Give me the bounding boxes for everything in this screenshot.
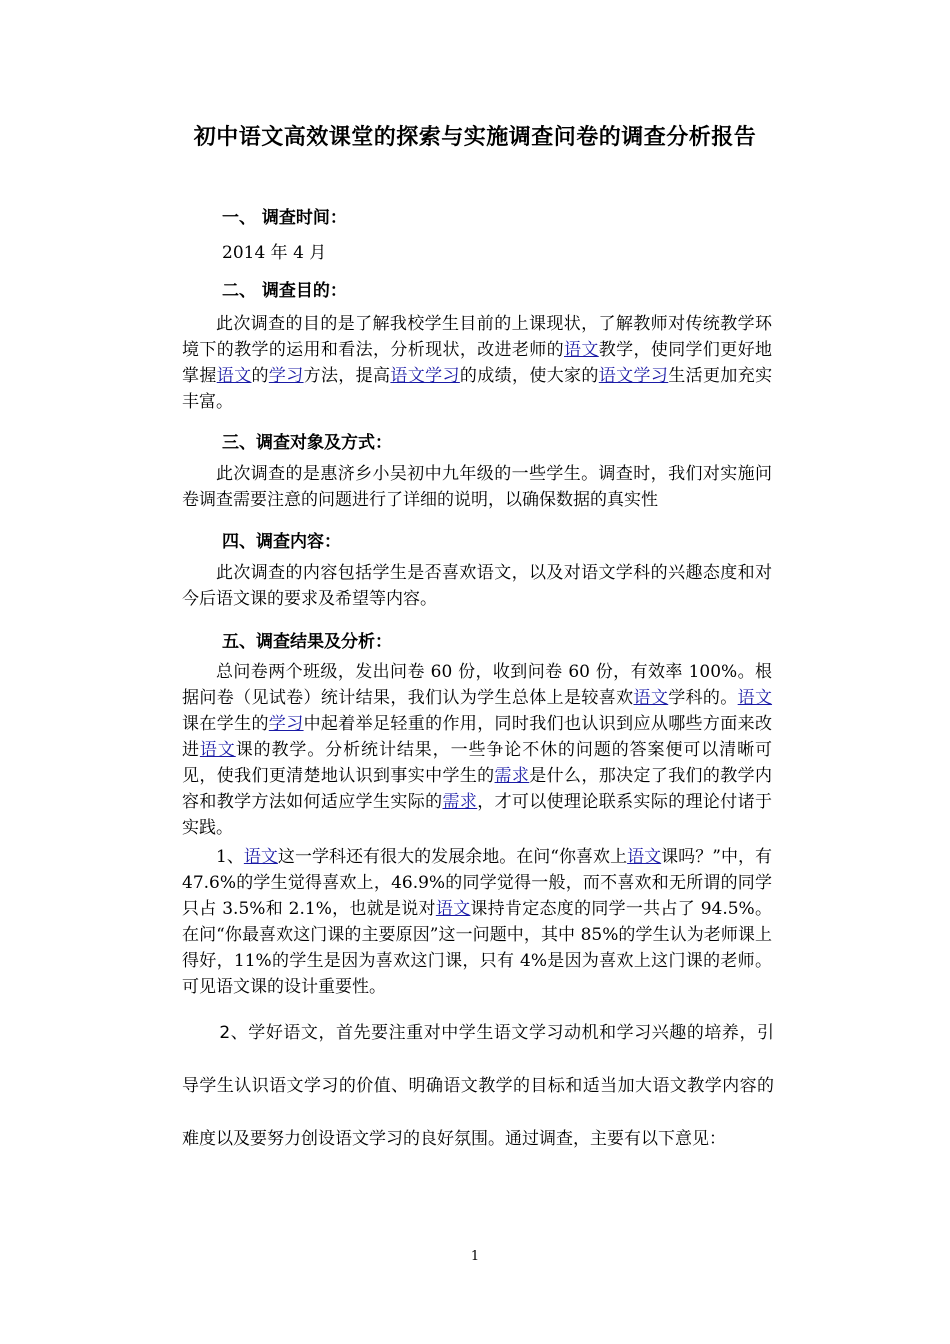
link-yuwen[interactable]: 语文 [243, 847, 278, 867]
section-heading-time: 一、 调查时间： [222, 208, 347, 228]
content-paragraph: 此次调查的内容包括学生是否喜欢语文，以及对语文学科的兴趣态度和对今后语文课的要求及希望等内容。 [182, 563, 772, 609]
finding-1-paragraph: 1、语文这一学科还有很大的发展余地。在问“你喜欢上语文课吗？”中，有 47.6%的学生觉得喜欢上，46.9%的同学觉得一般，而不喜欢和无所谓的同学只占 3.5%和 2.1%，也就是说对语文课持肯定态度的同学一共占了 94.5%。在问“你最喜欢这门课的主要原因”这一问题中，其中 85%的学生认为老师课上得好，11%的学生是因为喜欢这门课，只有 4%是因为喜欢上这门课的老师。可见语文课的设计重要性。 [182, 847, 772, 997]
section-heading-results: 五、调查结果及分析： [222, 632, 392, 652]
purpose-paragraph: 此次调查的目的是了解我校学生目前的上课现状，了解教师对传统教学环境下的教学的运用和看法，分析现状，改进老师的语文教学，使同学们更好地掌握语文的学习方法，提高语文学习的成绩，使大家的语文学习生活更加充实丰富。 [182, 314, 773, 412]
link-xuexi[interactable]: 学习 [268, 714, 304, 734]
link-xuexi[interactable]: 学习 [268, 366, 304, 386]
finding-2-paragraph: 2、学好语文，首先要注重对中学生语文学习动机和学习兴趣的培养，引导学生认识语文学习的价值、明确语文教学的目标和适当加大语文教学内容的难度以及要努力创设语文学习的良好氛围。通过调查，主要有以下意见： [182, 1023, 774, 1149]
subjects-paragraph: 此次调查的是惠济乡小吴初中九年级的一些学生。调查时，我们对实施问卷调查需要注意的问题进行了详细的说明，以确保数据的真实性 [182, 464, 772, 510]
link-yuwen[interactable]: 语文 [627, 847, 662, 867]
survey-date: 2014 年 4 月 [222, 243, 327, 263]
link-yuwen[interactable]: 语文 [216, 366, 252, 386]
link-yuwen-xuexi[interactable]: 语文学习 [390, 366, 460, 386]
section-heading-subjects: 三、调查对象及方式： [222, 433, 392, 453]
link-yuwen[interactable]: 语文 [737, 688, 773, 708]
results-paragraph: 总问卷两个班级，发出问卷 60 份，收到问卷 60 份，有效率 100%。根据问卷（见试卷）统计结果，我们认为学生总体上是较喜欢语文学科的。语文课在学生的学习中起着举足轻重的作用，同时我们也认识到应从哪些方面来改进语文课的教学。分析统计结果，一些争论不休的问题的答案便可以清晰可见，使我们更清楚地认识到事实中学生的需求是什么，那决定了我们的教学内容和教学方法如何适应学生实际的需求，才可以使理论联系实际的理论付诸于实践。 [182, 662, 773, 838]
section-heading-content: 四、调查内容： [222, 532, 341, 552]
link-yuwen[interactable]: 语文 [199, 740, 236, 760]
link-xuqiu[interactable]: 需求 [494, 766, 530, 786]
section-heading-purpose: 二、 调查目的： [222, 281, 347, 301]
link-yuwen[interactable]: 语文 [633, 688, 669, 708]
link-yuwen[interactable]: 语文 [564, 340, 599, 360]
link-yuwen-xuexi[interactable]: 语文学习 [598, 366, 669, 386]
link-xuqiu[interactable]: 需求 [442, 792, 478, 812]
document-title: 初中语文高效课堂的探索与实施调查问卷的调查分析报告 [193, 125, 757, 150]
page-number: 1 [470, 1249, 480, 1264]
link-yuwen[interactable]: 语文 [435, 899, 471, 919]
